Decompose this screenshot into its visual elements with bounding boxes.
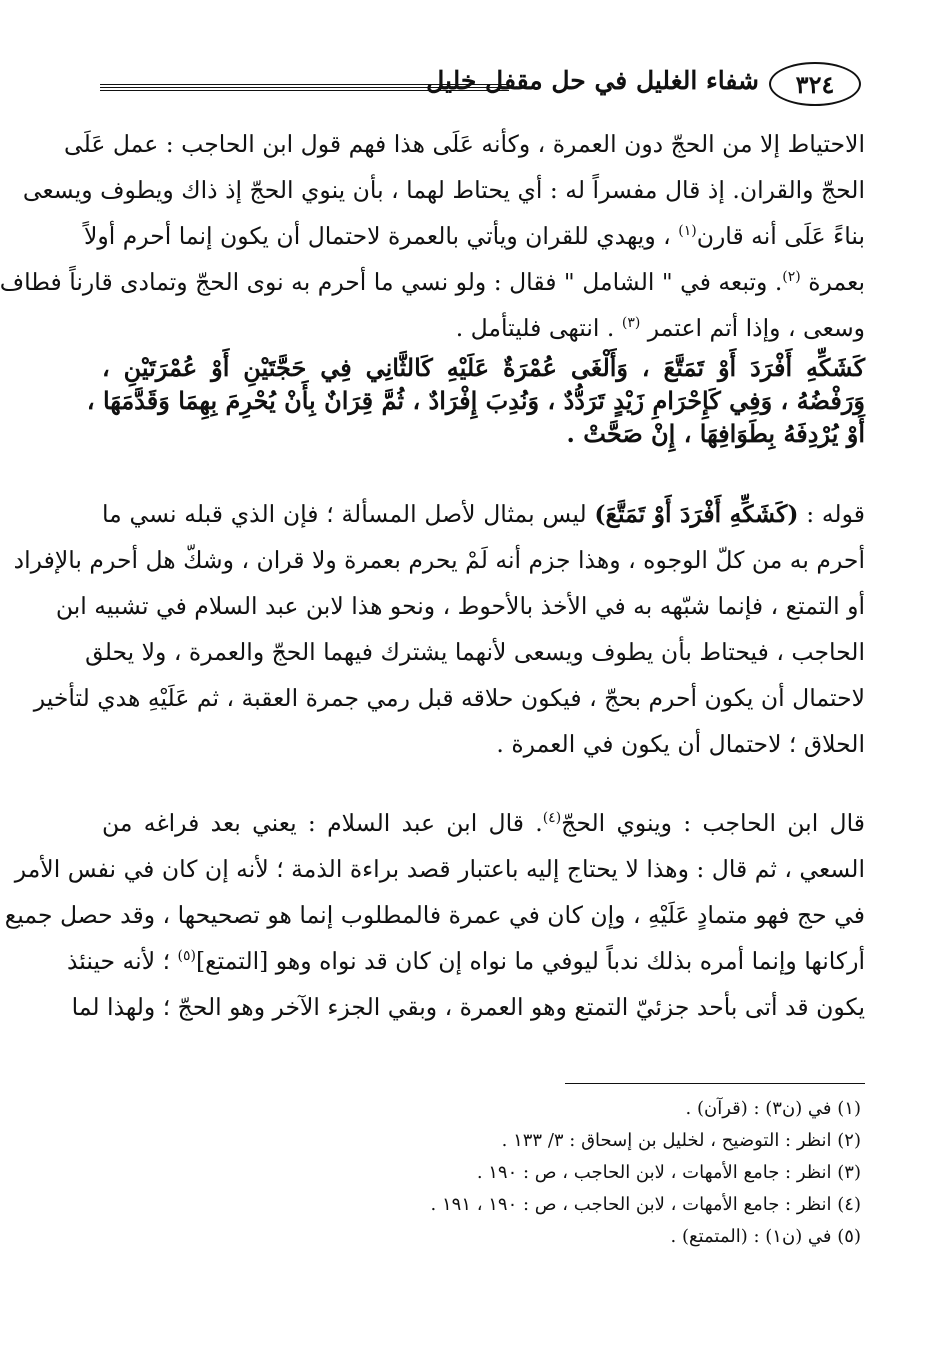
footnotes (102, 1093, 861, 1253)
matn-block (86, 351, 865, 450)
text-line: أركانها وإنما أمره بذلك ندباً ليوفي ما نواه إن كان قد نواه وهو [التمتع]$^{(٥)}$ ؛ لأنه حينئذ (66, 947, 865, 975)
matn-line: كَشَكِّهِ أَفْرَدَ أَوْ تَمَتَّعَ ، وَأَلْغَى عُمْرَةٌ عَلَيْهِ كَالثَّانِي فِي حَجَّتَيْنِ أَوْ عُمْرَتَيْنِ ، (102, 353, 865, 382)
text-line: يكون قد أتى بأحد جزئيّ التمتع وهو العمرة ، وبقي الجزء الآخر وهو الحجّ ؛ ولهذا لما (71, 993, 865, 1021)
page-number-oval (769, 62, 861, 106)
paragraph-2 (13, 491, 865, 767)
text-line: بعمرة $^{(٢)}$. وتبعه في " الشامل " فقال : ولو نسي ما أحرم به نوى الحجّ وتمادى قارناً فطاف (0, 268, 865, 296)
matn-line: وَرَفْضُهُ ، وَفِي كَإِحْرَامِ زَيْدٍ تَرَدُّدٌ ، وَنُدِبَ إِفْرَادٌ ، ثُمَّ قِرَانٌ بِأَنْ يُحْرِمَ بِهِمَا وَقَدَّمَهَا ، (86, 386, 865, 415)
text-line: أو التمتع ، فإنما شبّهه به في الأخذ بالأحوط ، ونحو هذا لابن عبد السلام في تشبيه ابن (55, 592, 865, 620)
text-line: قال ابن الحاجب : وينوي الحجّ$^{(٤)}$. قال ابن عبد السلام : يعني بعد فراغه من (102, 809, 865, 837)
footnote-item: (٢) انظر : التوضيح ، لخليل بن إسحاق : ٣/ ١٣٣ . (501, 1130, 861, 1151)
running-header (100, 62, 861, 112)
header-rule-thin (100, 90, 509, 91)
page-number: ٣٢٤ (795, 69, 835, 99)
text-line: الحاجب ، فيحتاط بأن يطوف ويسعى لأنهما يشترك فيهما الحجّ والعمرة ، ولا يحلق (85, 638, 865, 666)
text-line: الحجّ والقران. إذ قال مفسراً له : أي يحتاط لهما ، بأن ينوي الحجّ إذ ذاك ويطوف ويسعى (22, 176, 865, 204)
footnote-item: (٤) انظر : جامع الأمهات ، لابن الحاجب ، ص : ١٩٠ ، ١٩١ . (430, 1194, 861, 1215)
text-line: أحرم به من كلّ الوجوه ، وهذا جزم أنه لَمْ يحرم بعمرة ولا قران ، وشكّ هل أحرم بالإفراد (13, 546, 865, 574)
footnote-divider (565, 1083, 865, 1084)
matn-quote: (كَشَكِّهِ أَفْرَدَ أَوْ تَمَتَّعَ) (594, 500, 799, 528)
footnote-item: (٣) انظر : جامع الأمهات ، لابن الحاجب ، ص : ١٩٠ . (476, 1162, 861, 1183)
paragraph-1 (0, 121, 865, 351)
matn-line: أَوْ يُرْدِفَهُ بِطَوَافِهَا ، إِنْ صَحَّتْ . (566, 419, 865, 448)
paragraph-3 (4, 800, 865, 1030)
header-rule (100, 84, 509, 88)
footnote-ref: (١) (678, 223, 697, 240)
footnote-ref: (٣) (621, 315, 641, 332)
footnote-ref: (٥) (177, 948, 196, 965)
book-title: شفاء الغليل في حل مقفل خليل (426, 66, 759, 95)
text-line: الحلاق ؛ لاحتمال أن يكون في العمرة . (496, 730, 865, 758)
text-line: في حج فهو متمادٍ عَلَيْهِ ، وإن كان في عمرة فالمطلوب إنما هو تصحيحها ، وقد حصل جميع (4, 901, 865, 929)
text-line: بناءً عَلَى أنه قارن$^{(١)}$ ، ويهدي للقران ويأتي بالعمرة لاحتمال أن يكون إنما أحرم أولاً (83, 222, 865, 250)
text-line: لاحتمال أن يكون أحرم بحجّ ، فيكون حلاقه قبل رمي جمرة العقبة ، ثم عَلَيْهِ هدي لتأخير (33, 684, 865, 712)
text-line: وسعى ، وإذا أتم اعتمر $^{(٣)}$ . انتهى فليتأمل . (455, 314, 865, 342)
footnote-item: (٥) في (ن١) : (المتمتع) . (670, 1226, 861, 1247)
text-line: الاحتياط إلا من الحجّ دون العمرة ، وكأنه عَلَى هذا فهم قول ابن الحاجب : عمل عَلَى (64, 130, 865, 158)
footnote-ref: (٤) (542, 810, 562, 827)
text-line: السعي ، ثم قال : وهذا لا يحتاج إليه باعتبار قصد براءة الذمة ؛ لأنه إن كان في نفس الأمر (14, 855, 865, 883)
text-line: قوله : (كَشَكِّهِ أَفْرَدَ أَوْ تَمَتَّعَ) ليس بمثال لأصل المسألة ؛ فإن الذي قبله نسي ما (102, 500, 865, 528)
footnote-ref: (٢) (782, 269, 801, 286)
footnote-item: (١) في (ن٣) : (قرآن) . (685, 1098, 861, 1119)
